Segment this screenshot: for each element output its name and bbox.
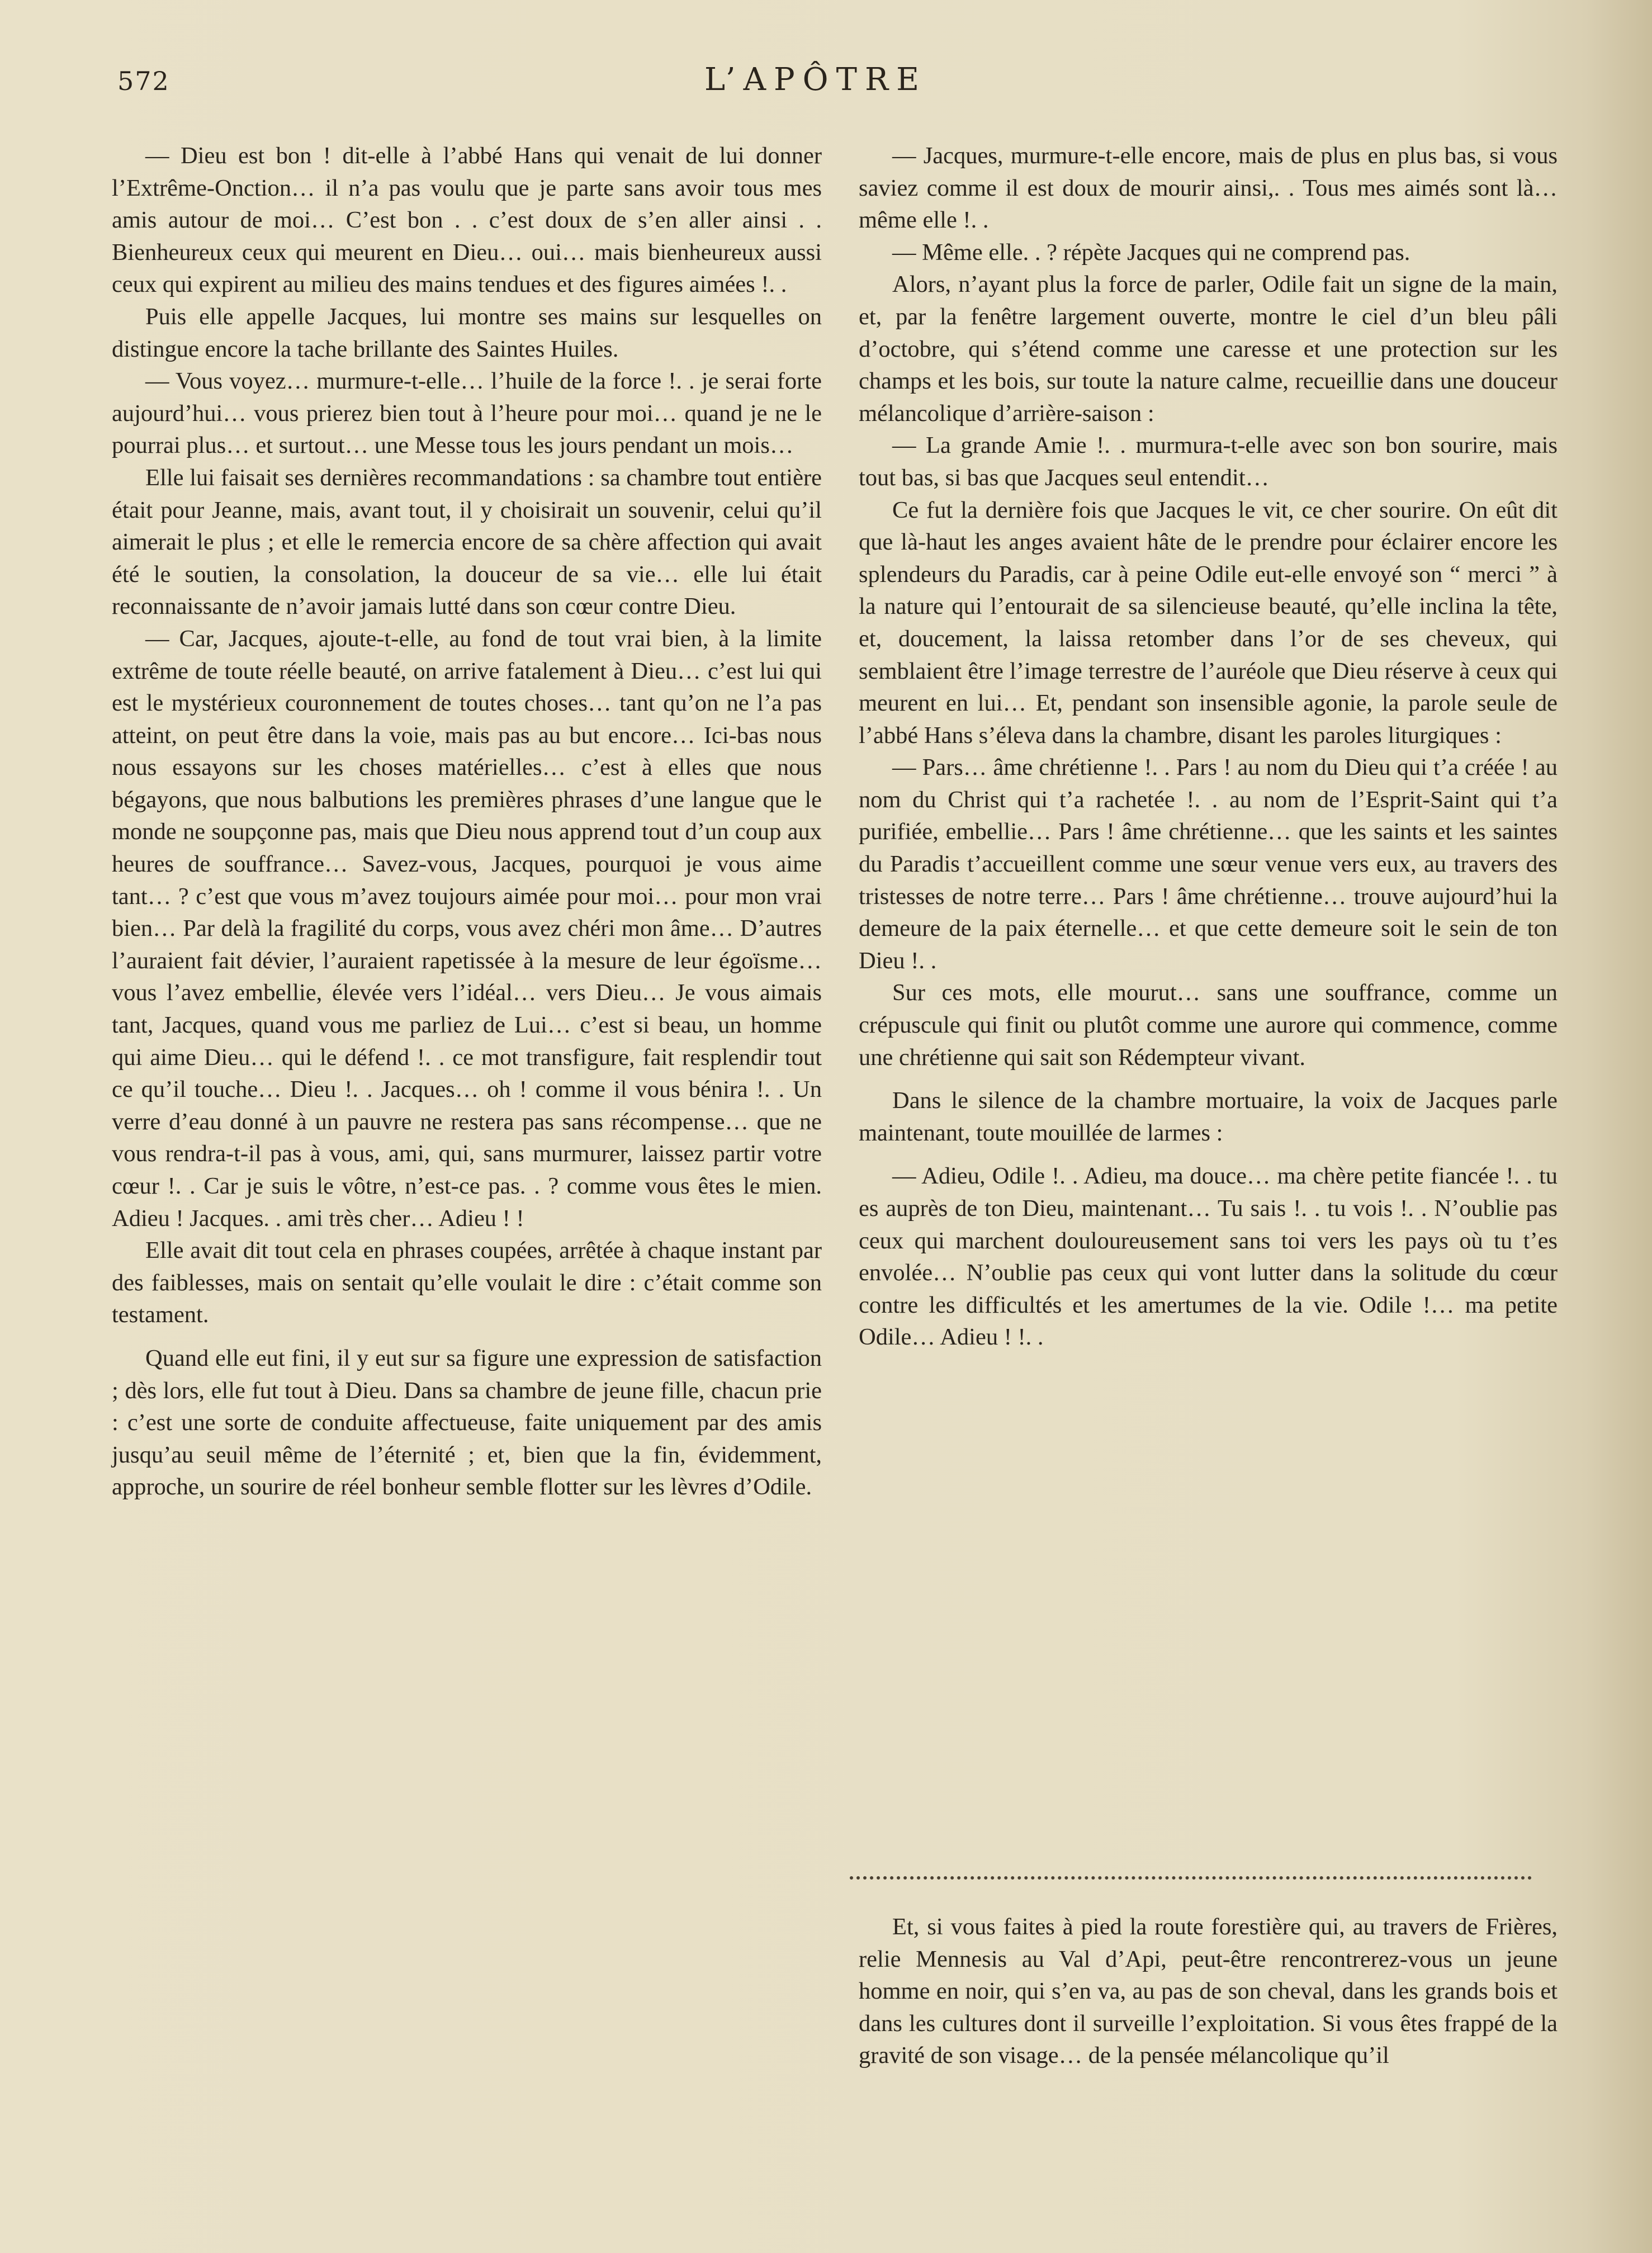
paragraph: Puis elle appelle Jacques, lui montre ses mains sur lesquelles on distingue encore la tache brillante des Saintes Huiles. — [112, 303, 822, 362]
right-column-tail — [859, 1911, 1558, 2072]
paragraph: Alors, n’ayant plus la force de parler, Odile fait un signe de la main, et, par la fenêtre largement ouverte, montre le ciel d’un bleu pâli d’octobre, qui s’étend comme une caresse et une protection sur les champs et les bois, sur toute la nature calme, recueillie dans une douceur mélancolique d’arrière-saison : — [859, 271, 1558, 427]
paragraph: — Dieu est bon ! dit-elle à l’abbé Hans qui venait de lui donner l’Extrême-Onction… il n’a pas voulu que je parte sans avoir tous mes amis autour de moi… C’est bon . . c’est doux de s’en aller ainsi . . Bienheureux ceux qui meurent en Dieu… oui… mais bienheureux aussi ceux qui expirent au milieu des mains tendues et des figures aimées !. . — [112, 143, 822, 298]
paragraph: Elle avait dit tout cela en phrases coupées, arrêtée à chaque instant par des faiblesses, mais on sentait qu’elle voulait le dire : c’était comme son testament. — [112, 1237, 822, 1328]
paragraph: — La grande Amie !. . murmura-t-elle avec son bon sourire, mais tout bas, si bas que Jacques seul entendit… — [859, 432, 1558, 491]
paragraph: Quand elle eut fini, il y eut sur sa figure une expression de satisfaction ; dès lors, elle fut tout à Dieu. Dans sa chambre de jeune fille, chacun prie : c’est une sorte de conduite affectueuse, faite uniquement par des amis jusqu’au seuil même de l’éternité ; et, bien que la fin, évidemment, approche, un sourire de réel bonheur semble flotter sur les lèvres d’Odile. — [112, 1345, 822, 1501]
paragraph: — Car, Jacques, ajoute-t-elle, au fond de tout vrai bien, à la limite extrême de toute réelle beauté, on arrive fatalement à Dieu… c’est lui qui est le mystérieux couronnement de toutes choses… tant qu’on ne l’a pas atteint, on peut être dans la voie, mais pas au but encore… Ici-bas nous nous essayons sur les choses matérielles… c’est à elles que nous bégayons, que nous balbutions les premières phrases d’une langue que le monde ne soupçonne pas, mais que Dieu nous apprend tout d’un coup aux heures de souffrance… Savez-vous, Jacques, pourquoi je vous aime tant… ? c’est que vous m’avez toujours aimée pour moi… pour mon vrai bien… Par delà la fragilité du corps, vous avez chéri mon âme… D’autres l’auraient fait dévier, l’auraient rapetissée à la mesure de leur égoïsme… vous l’avez embellie, élevée vers l’idéal… vers Dieu… Je vous aimais tant, Jacques, quand vous me parliez de Lui… c’est si beau, un homme qui aime Dieu… qui le défend !. . ce mot transfigure, fait resplendir tout ce qu’il touche… Dieu !. . Jacques… oh ! comme il vous bénira !. . Un verre d’eau donné à un pauvre ne restera pas sans récompense… que ne vous rendra-t-il pas à vous, ami, qui, sans murmurer, laissez partir votre cœur !. . Car je suis le vôtre, n’est-ce pas. . ? comme vous êtes le mien. Adieu ! Jacques. . ami très cher… Adieu ! ! — [112, 625, 822, 1232]
paragraph: Sur ces mots, elle mourut… sans une souffrance, comme un crépuscule qui finit ou plutôt comme une aurore qui commence, comme une chrétienne qui sait son Rédempteur vivant. — [859, 979, 1558, 1071]
paragraph: Et, si vous faites à pied la route forestière qui, au travers de Frières, relie Mennesis au Val d’Api, peut-être rencontrerez-vous un jeune homme en noir, qui s’en va, au pas de son cheval, dans les grands bois et dans les cultures dont il surveille l’exploitation. Si vous êtes frappé de la gravité de son visage… de la pensée mélancolique qu’il — [859, 1914, 1558, 2069]
paragraph: Dans le silence de la chambre mortuaire, la voix de Jacques parle maintenant, toute mouillée de larmes : — [859, 1087, 1558, 1146]
paragraph: Elle lui faisait ses dernières recommandations : sa chambre tout entière était pour Jeanne, mais, avant tout, il y choisirait un souvenir, celui qu’il aimerait le plus ; et elle le remercia encore de sa chère affection qui avait été le soutien, la consolation, la douceur de sa vie… elle lui était reconnaissante de n’avoir jamais lutté dans son cœur contre Dieu. — [112, 464, 822, 620]
running-title: L’APÔTRE — [704, 61, 927, 98]
page-number: 572 — [117, 66, 170, 96]
paragraph: — Pars… âme chrétienne !. . Pars ! au nom du Dieu qui t’a créée ! au nom du Christ qui t’a rachetée !. . au nom de l’Esprit-Saint qui t’a purifiée, embellie… Pars ! âme chrétienne… que les saints et les saintes du Paradis t’accueillent comme une sœur venue vers eux, au travers des tristesses de notre terre… Pars ! âme chrétienne… trouve aujourd’hui la demeure de la paix éternelle… et que cette demeure soit le sein de ton Dieu !. . — [859, 754, 1558, 974]
right-column — [859, 140, 1558, 1353]
paragraph: — Adieu, Odile !. . Adieu, ma douce… ma chère petite fiancée !. . tu es auprès de ton Dieu, maintenant… Tu sais !. . tu vois !. . N’oublie pas ceux qui marchent douloureusement sans toi vers les pays où tu t’es envolée… N’oublie pas ceux qui vont lutter dans la solitude du cœur contre les difficultés et les amertumes de la vie. Odile !… ma petite Odile… Adieu ! !. . — [859, 1163, 1558, 1351]
dotted-section-break — [850, 1876, 1532, 1880]
paragraph: Ce fut la dernière fois que Jacques le vit, ce cher sourire. On eût dit que là-haut les anges avaient hâte de le prendre pour éclairer encore les splendeurs du Paradis, car à peine Odile eut-elle envoyé son “ merci ” à la nature qui l’entourait de sa silencieuse beauté, qu’elle inclina la tête, et, doucement, la laissa retomber dans l’or de ses cheveux, qui semblaient être l’image terrestre de l’auréole que Dieu réserve à ceux qui meurent en lui… Et, pendant son insensible agonie, la parole seule de l’abbé Hans s’éleva dans la chambre, disant les paroles liturgiques : — [859, 496, 1558, 749]
left-column — [112, 140, 822, 1503]
paragraph: — Vous voyez… murmure-t-elle… l’huile de la force !. . je serai forte aujourd’hui… vous prierez bien tout à l’heure pour moi… quand je ne le pourrai plus… et surtout… une Messe tous les jours pendant un mois… — [112, 368, 822, 459]
paragraph: — Même elle. . ? répète Jacques qui ne comprend pas. — [892, 239, 1410, 266]
paragraph: — Jacques, murmure-t-elle encore, mais de plus en plus bas, si vous saviez comme il est doux de mourir ainsi,. . Tous mes aimés sont là… même elle !. . — [859, 143, 1558, 234]
